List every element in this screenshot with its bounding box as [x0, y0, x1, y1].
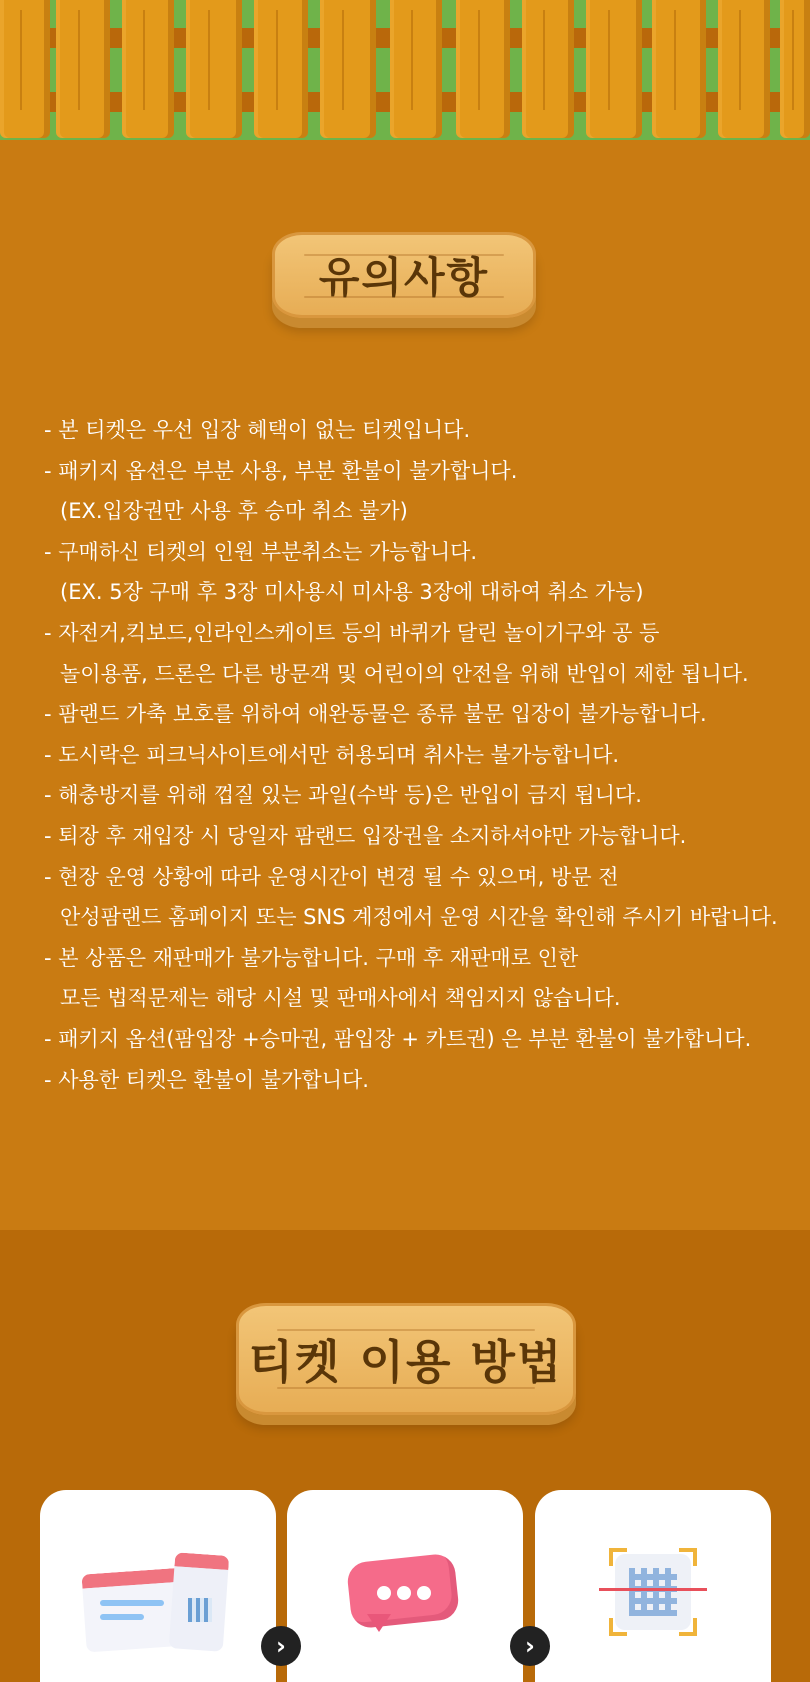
usage-step-card	[40, 1490, 276, 1682]
notice-line: - 패키지 옵션은 부분 사용, 부분 환불이 불가합니다.	[44, 458, 518, 483]
usage-sign	[236, 1303, 576, 1415]
fence-plank	[186, 0, 242, 138]
fence-plank	[652, 0, 706, 138]
qr-scan-icon	[609, 1548, 697, 1636]
notice-line: - 패키지 옵션(팜입장 +승마권, 팜입장 + 카트권) 은 부분 환불이 불가합니다.	[44, 1026, 752, 1051]
notice-line: 놀이용품, 드론은 다른 방문객 및 어린이의 안전을 위해 반입이 제한 됩니다.	[60, 661, 749, 686]
notice-line: - 팜랜드 가축 보호를 위하여 애완동물은 종류 불문 입장이 불가능합니다.	[44, 702, 707, 727]
ticket-icon	[84, 1550, 228, 1638]
notice-sign	[272, 232, 536, 318]
chat-bubble-icon	[349, 1558, 459, 1634]
notice-line: - 본 티켓은 우선 입장 혜택이 없는 티켓입니다.	[44, 418, 471, 442]
next-arrow-icon: ›	[510, 1626, 550, 1666]
fence-plank	[56, 0, 110, 138]
fence-plank	[586, 0, 642, 138]
fence-plank	[390, 0, 442, 138]
notice-title: 유의사항	[318, 253, 490, 302]
fence-plank	[456, 0, 510, 138]
fence-banner	[0, 0, 810, 140]
fence-plank	[122, 0, 174, 138]
usage-title: 티켓 이용 방법	[248, 1335, 564, 1389]
fence-plank	[254, 0, 308, 138]
fence-plank	[718, 0, 770, 138]
notice-line: - 해충방지를 위해 껍질 있는 과일(수박 등)은 반입이 금지 됩니다.	[44, 783, 642, 808]
fence-plank	[0, 0, 50, 138]
notice-line: (EX.입장권만 사용 후 승마 취소 불가)	[60, 499, 408, 524]
notice-line: - 본 상품은 재판매가 불가능합니다. 구매 후 재판매로 인한	[44, 945, 579, 970]
usage-step-card	[287, 1490, 523, 1682]
notice-line: - 자전거,킥보드,인라인스케이트 등의 바퀴가 달린 놀이기구와 공 등	[44, 620, 660, 645]
notice-line: (EX. 5장 구매 후 3장 미사용시 미사용 3장에 대하여 취소 가능)	[60, 580, 644, 605]
notice-line: - 구매하신 티켓의 인원 부분취소는 가능합니다.	[44, 539, 478, 564]
notice-line: - 도시락은 피크닉사이트에서만 허용되며 취사는 불가능합니다.	[44, 742, 620, 767]
notice-line: - 현장 운영 상황에 따라 운영시간이 변경 될 수 있으며, 방문 전	[44, 864, 619, 889]
notice-line: - 사용한 티켓은 환불이 불가합니다.	[44, 1067, 369, 1092]
notice-list	[44, 410, 784, 1100]
notice-line: 안성팜랜드 홈페이지 또는 SNS 계정에서 운영 시간을 확인해 주시기 바랍니다.	[60, 905, 778, 930]
notice-line: - 퇴장 후 재입장 시 당일자 팜랜드 입장권을 소지하셔야만 가능합니다.	[44, 823, 687, 848]
next-arrow-icon: ›	[261, 1626, 301, 1666]
fence-plank	[320, 0, 376, 138]
fence-plank	[780, 0, 810, 138]
usage-step-card	[535, 1490, 771, 1682]
notice-line: 모든 법적문제는 해당 시설 및 판매사에서 책임지지 않습니다.	[60, 986, 621, 1011]
fence-plank	[522, 0, 574, 138]
